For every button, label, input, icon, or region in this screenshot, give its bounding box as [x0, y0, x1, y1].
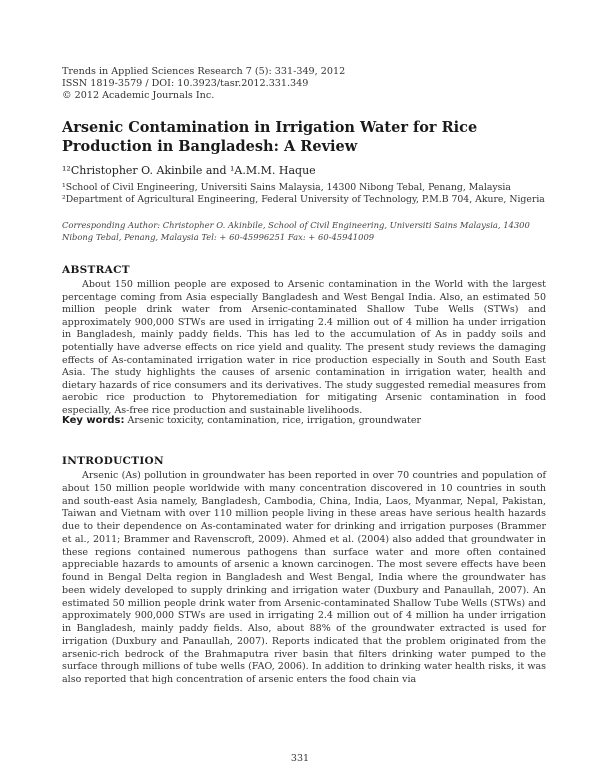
journal-issn: ISSN 1819-3579 / DOI: 10.3923/tasr.2012.331.349 — [62, 78, 309, 89]
keywords — [62, 415, 421, 426]
journal-citation: Trends in Applied Sciences Research 7 (5): 331-349, 2012 — [62, 66, 346, 77]
journal-copyright: © 2012 Academic Journals Inc. — [62, 90, 215, 101]
paper-title: Arsenic Contamination in Irrigation Water for Rice Production in Bangladesh: A Review — [62, 119, 478, 155]
affiliation-2: ²Department of Agricultural Engineering, Federal University of Technology, P.M.B 704, Akure, Nigeria — [62, 194, 545, 206]
introduction-text: Arsenic (As) pollution in groundwater has been reported in over 70 countries and population of about 150 million people worldwide with many concentration discovered in 10 countries in south and south-east Asia namely, Bangladesh, Cambodia, China, India, Laos, Myanmar, Nepal, Pakistan, Taiwan and Vietnam with over 110 million people living in these areas have serious health hazards due to their dependence on As-contaminated water for drinking and irrigation purposes (Brammer et al., 2011; Brammer and Ravenscroft, 2009). Ahmed et al. (2004) also added that groundwater in these regions contained numerous pathogens than surface water and more often contained appreciable hazards to amounts of arsenic a known carcinogen. The most severe effects have been found in Bengal Delta region in Bangladesh and West Bengal, India where the groundwater has been widely developed to supply drinking and irrigation water (Duxbury and Panaullah, 2007). An estimated 50 million people drink water from Arsenic-contaminated Shallow Tube Wells (STWs) and approximately 900,000 STWs are used in irrigating 2.4 million out of 4 million ha under irrigation in Bangladesh, mainly paddy fields. Also, about 88% of the groundwater extracted is used for irrigation (Duxbury and Panaullah, 2007). Reports indicated that the problem originated from the arsenic-rich bedrock of the Brahmaputra river basin that filters drinking water pumped to the surface through millions of tube wells (FAO, 2006). In addition to drinking water health risks, it was also reported that high concentration of arsenic enters the food chain via — [62, 470, 546, 685]
abstract-text: About 150 million people are exposed to Arsenic contamination in the World with the largest percentage coming from Asia especially Bangladesh and West Bengal India. Also, an estimated 50 million people drink water from Arsenic-contaminated Shallow Tube Wells (STWs) and approximately 900,000 STWs are used in irrigating 2.4 million out of 4 million ha under irrigation in Bangladesh, mainly paddy fields. This has led to the accumulation of As in paddy soils and potentially have adverse effects on rice yield and quality. The present study reviews the damaging effects of As-contaminated irrigation water in rice production especially in South and South East Asia. The study highlights the causes of arsenic contamination in irrigation water, health and dietary hazards of rice consumers and its derivatives. The study suggested remedial measures from aerobic rice production to Phytoremediation for mitigating Arsenic contamination in food especially, As-free rice production and sustainable livelihoods. — [62, 279, 546, 416]
abstract-heading: ABSTRACT — [62, 264, 130, 276]
journal-header — [62, 66, 345, 102]
corresponding-author: Corresponding Author: Christopher O. Akinbile, School of Civil Engineering, Universiti Sains Malaysia, 14300 Nibong Tebal, Penang, Malaysia Tel: + 60-45996251 Fax: + 60-45941009 — [62, 220, 530, 242]
keywords-label: Key words: — [62, 415, 125, 426]
keywords-text: Arsenic toxicity, contamination, rice, irrigation, groundwater — [127, 415, 422, 426]
paper-authors: ¹²Christopher O. Akinbile and ¹A.M.M. Haque — [62, 164, 316, 177]
introduction-heading: INTRODUCTION — [62, 455, 164, 467]
author-affiliations — [62, 182, 545, 207]
page-number: 331 — [290, 753, 310, 764]
affiliation-1: ¹School of Civil Engineering, Universiti Sains Malaysia, 14300 Nibong Tebal, Penang, Malaysia — [62, 182, 511, 193]
